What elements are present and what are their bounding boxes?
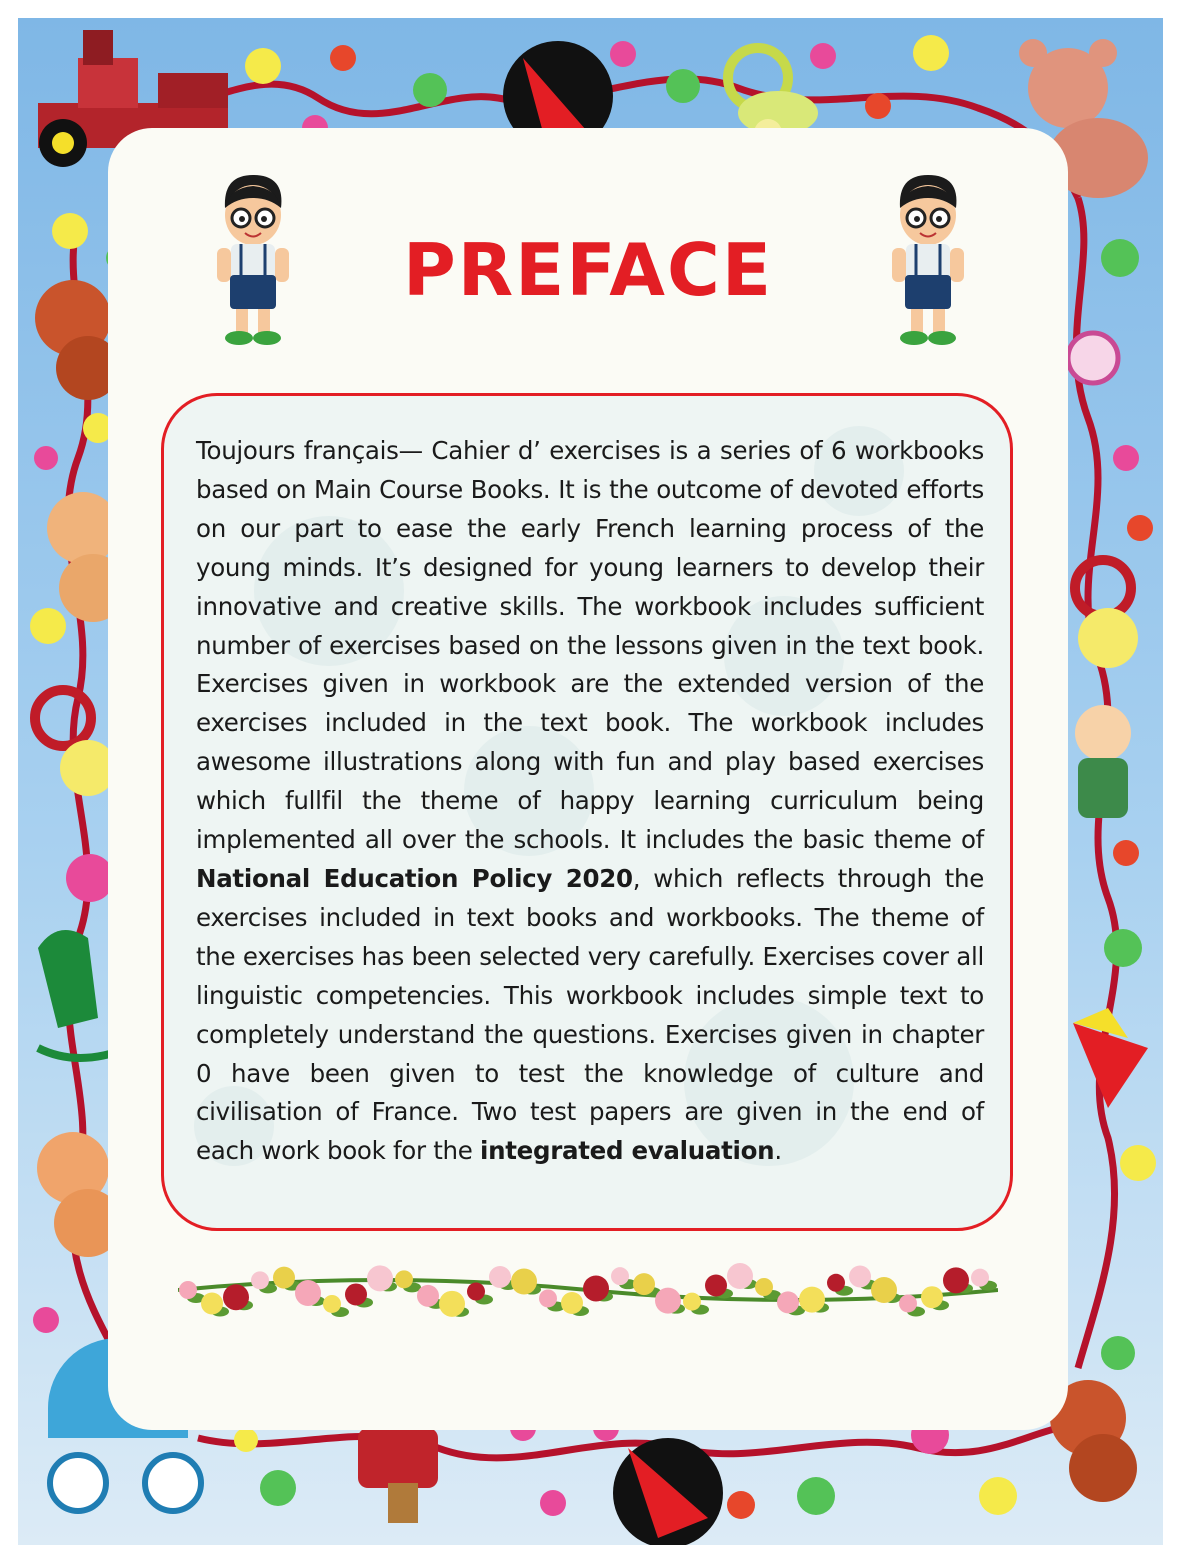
garland-flower: [611, 1267, 629, 1285]
garland-flower: [683, 1293, 701, 1311]
policy-highlight: National Education Policy 2020: [196, 863, 633, 893]
pacifier-icon: [1075, 560, 1138, 668]
boy-with-glasses-icon: [878, 170, 978, 350]
garland-flower: [849, 1266, 871, 1288]
garland-flower: [201, 1292, 223, 1314]
garland-flower: [439, 1291, 465, 1317]
garland-flower: [295, 1280, 321, 1306]
garland-flower: [633, 1273, 655, 1295]
garland-flower: [367, 1265, 393, 1291]
garland-flower: [871, 1277, 897, 1303]
garland-flower: [799, 1287, 825, 1313]
preface-page: [18, 18, 1163, 1545]
garland-flower: [539, 1289, 557, 1307]
garland-flower: [273, 1267, 295, 1289]
garland-flower: [561, 1292, 583, 1314]
garland-flower: [827, 1274, 845, 1292]
garland-flower: [323, 1295, 341, 1313]
doll-icon: [1075, 705, 1131, 818]
garland-flower: [655, 1288, 681, 1314]
garland-flower: [251, 1271, 269, 1289]
garland-flower: [395, 1270, 413, 1288]
garland-flower: [583, 1275, 609, 1301]
page-title: PREFACE: [402, 228, 774, 312]
doll-icon: [358, 1428, 438, 1523]
garland-flower: [705, 1275, 727, 1297]
garland-flower: [777, 1291, 799, 1313]
preface-text-segment: .: [774, 1136, 782, 1166]
garland-flower: [417, 1285, 439, 1307]
garland-flower: [345, 1283, 367, 1305]
beach-ball-icon: [613, 1438, 723, 1545]
preface-text-frame: [161, 393, 1013, 1231]
garland-flower: [223, 1284, 249, 1310]
garland-flower: [755, 1278, 773, 1296]
garland-flower: [727, 1263, 753, 1289]
garland-flower: [467, 1283, 485, 1301]
garland-flower: [943, 1267, 969, 1293]
evaluation-highlight: integrated evaluation: [480, 1136, 775, 1166]
preface-card: [108, 128, 1068, 1430]
garland-flower: [971, 1269, 989, 1287]
preface-text-segment: , which reflects through the exercises included in text books and workbooks. The theme of the exercises has been selected very carefully. Exercises cover all linguistic competencies. This workbook includes simple text to completely understand the questions. Exercises given in chapter 0 have been given to test the knowledge of culture and civilisation of France. Two test papers are given in the end of each work book for the: [196, 863, 984, 1166]
preface-text-segment: Toujours français— Cahier d’ exercises is a series of 6 workbooks based on Main Course Books. It is the outcome of devoted efforts on our part to ease the early French learning process of the young minds. It’s designed for young learners to develop their innovative and creative skills. The workbook includes sufficient number of exercises based on the lessons given in the text book. Exercises given in workbook are the extended version of the exercises included in the text book. The workbook includes awesome illustrations along with fun and play based exercises which fullfil the theme of happy learning curriculum being implemented all over the schools. It includes the basic theme of: [196, 436, 984, 855]
garland-flower: [489, 1266, 511, 1288]
baby-pram-icon: [1068, 333, 1118, 383]
garland-flower: [899, 1294, 917, 1312]
garland-flower: [179, 1281, 197, 1299]
preface-paragraph: [196, 432, 984, 1171]
flower-garland-icon: [178, 1245, 998, 1335]
garland-flower: [921, 1286, 943, 1308]
garland-flower: [511, 1269, 537, 1295]
